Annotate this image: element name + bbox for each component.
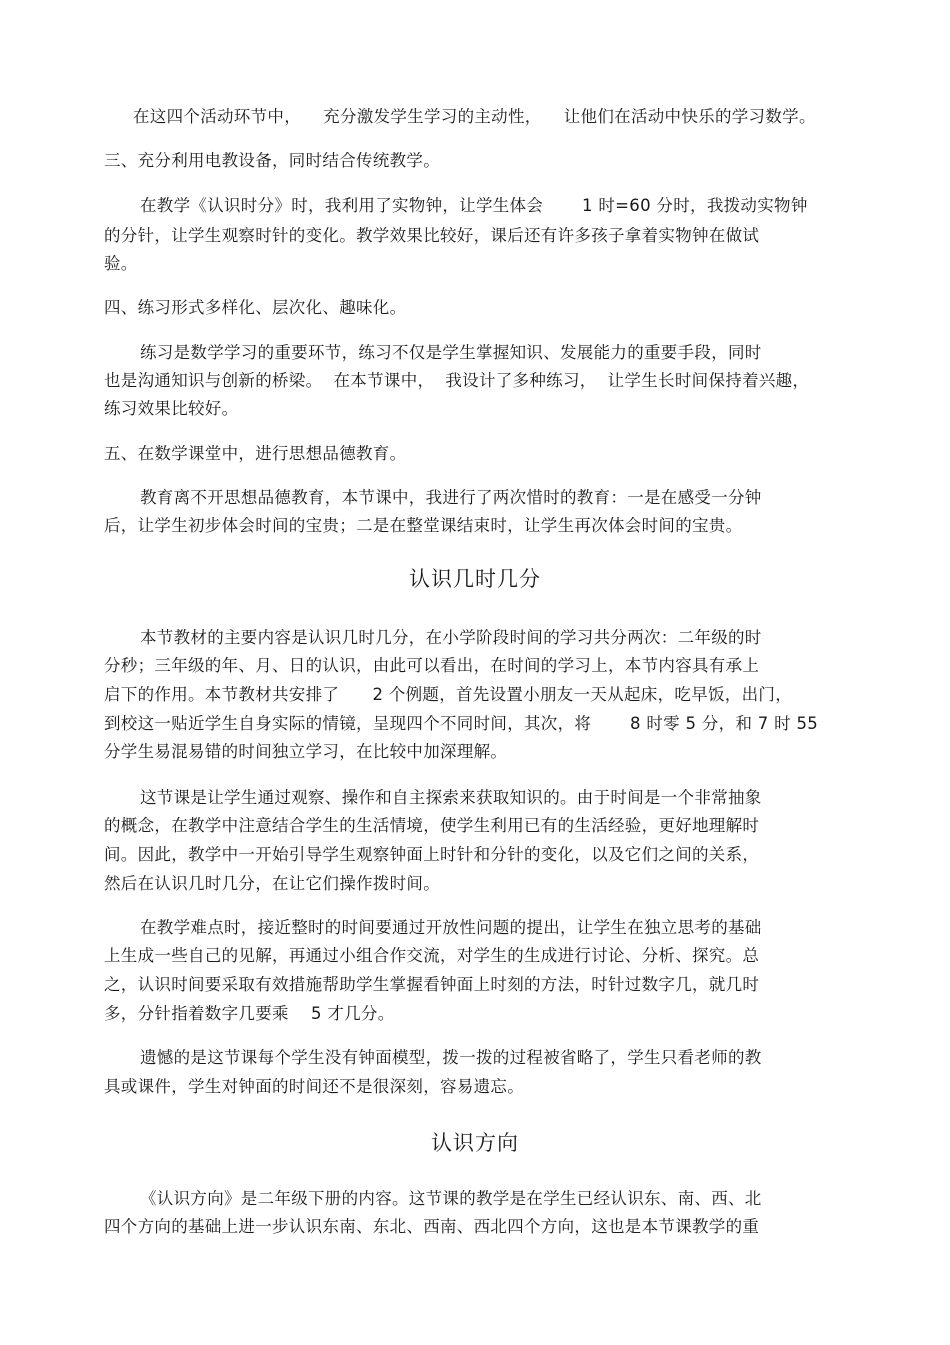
text-line: 本节教材的主要内容是认识几时几分，在小学阶段时间的学习共分两次：二年级的时 xyxy=(140,628,762,647)
section-title: 认识方向 xyxy=(431,1131,519,1155)
text-line: 验。 xyxy=(104,254,138,273)
text-line: 教育离不开思想品德教育，本节课中，我进行了两次惜时的教育：一是在感受一分钟 xyxy=(140,488,762,507)
text-line: 在这四个活动环节中， 充分激发学生学习的主动性， 让他们在活动中快乐的学习数学。 xyxy=(133,107,816,126)
text-line: 到校这一贴近学生自身实际的情镜，呈现四个不同时间，其次，将 8 时零 5 分，和 7 时 55 xyxy=(104,714,819,733)
text-line: 多，分针指着数字几要乘 5 才几分。 xyxy=(104,1004,395,1023)
section-title: 认识几时几分 xyxy=(409,567,541,591)
text-line: 四个方向的基础上进一步认识东南、东北、西南、西北四个方向，这也是本节课教学的重 xyxy=(104,1217,760,1236)
text-line: 后，让学生初步体会时间的宝贵；二是在整堂课结束时，让学生再次体会时间的宝贵。 xyxy=(104,516,743,535)
text-line: 在教学难点时，接近整时的时间要通过开放性问题的提出，让学生在独立思考的基础 xyxy=(140,918,762,937)
text-line: 然后在认识几时几分，在让它们操作拨时间。 xyxy=(104,874,440,893)
text-line: 具或课件，学生对钟面的时间还不是很深刻，容易遗忘。 xyxy=(104,1077,524,1096)
text-line: 分秒；三年级的年、月、日的认识，由此可以看出，在时间的学习上，本节内容具有承上 xyxy=(104,656,760,675)
text-line: 间。因此，教学中一开始引导学生观察钟面上时针和分针的变化，以及它们之间的关系， xyxy=(104,845,760,864)
text-line: 这节课是让学生通过观察、操作和自主探索来获取知识的。由于时间是一个非常抽象 xyxy=(140,788,762,807)
section-heading: 四、练习形式多样化、层次化、趣味化。 xyxy=(104,298,407,317)
text-line: 《认识方向》是二年级下册的内容。这节课的教学是在学生已经认识东、南、西、北 xyxy=(140,1189,762,1208)
section-heading: 三、充分利用电教设备，同时结合传统教学。 xyxy=(104,151,440,170)
text-line: 也是沟通知识与创新的桥梁。 在本节课中， 我设计了多种练习， 让学生长时间保持着兴趣， xyxy=(104,371,810,390)
text-line: 的分针，让学生观察时针的变化。教学效果比较好，课后还有许多孩子拿着实物钟在做试 xyxy=(104,226,760,245)
text-line: 上生成一些自己的见解，再通过小组合作交流，对学生的生成进行讨论、分析、探究。总 xyxy=(104,946,760,965)
text-line: 遗憾的是这节课每个学生没有钟面模型，拨一拨的过程被省略了，学生只看老师的教 xyxy=(140,1048,762,1067)
text-line: 的概念，在教学中注意结合学生的生活情境，使学生利用已有的生活经验，更好地理解时 xyxy=(104,816,760,835)
section-heading: 五、在数学课堂中，进行思想品德教育。 xyxy=(104,444,407,463)
text-line: 启下的作用。本节教材共安排了 2 个例题，首先设置小朋友一天从起床，吃早饭，出门， xyxy=(104,685,793,704)
text-line: 练习是数学学习的重要环节，练习不仅是学生掌握知识、发展能力的重要手段，同时 xyxy=(140,343,762,362)
text-line: 在教学《认识时分》时，我利用了实物钟，让学生体会 1 时=60 分时，我拨动实物钟 xyxy=(140,196,808,215)
text-line: 分学生易混易错的时间独立学习，在比较中加深理解。 xyxy=(104,742,508,761)
text-line: 练习效果比较好。 xyxy=(104,399,239,418)
text-line: 之，认识时间要采取有效措施帮助学生掌握看钟面上时刻的方法，时针过数字几，就几时 xyxy=(104,975,760,994)
